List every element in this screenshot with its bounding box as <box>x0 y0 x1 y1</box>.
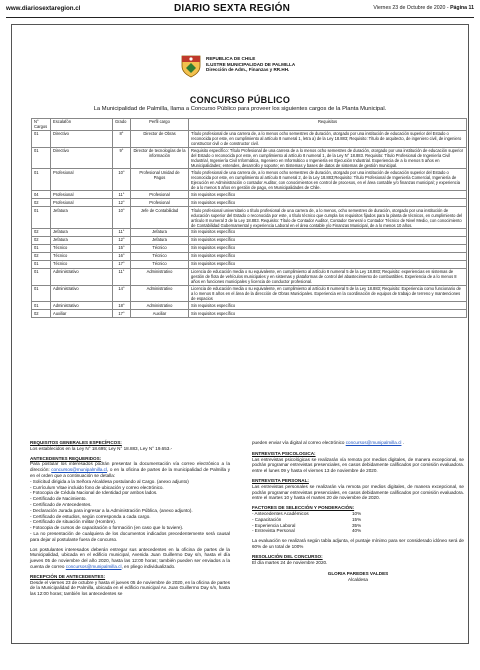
recepcion-text: Desde el viernes 23 de octubre y hasta el jueves 05 de noviembre de 2020, en la oficina de partes de la Municipalidad de Palmilla, ubicada en el edificio municipal Av. Juan Guillermo Day s/n, hasta las 12:00 horas; también los antecedentes se <box>30 579 230 597</box>
email-link[interactable]: concursos@munipalmilla.cl <box>345 440 402 445</box>
cell-perfil: Jefe de Contabilidad <box>131 207 189 229</box>
cell-escalafon: Jefatura <box>51 228 113 236</box>
cell-escalafon: Directivo <box>51 147 113 169</box>
cell-requisitos: Licencia de educación media o su equivalente, en cumplimiento al artículo 8 numeral 5 de la Ley 18.883; Requisito: Experiencia como funcionario de a lo menos 8 años en el área de la dirección de Obras Municipales. Experiencia en la coordinación de equipos de trabajo de terreno y mantenciones de espacios <box>189 285 467 302</box>
cell-grado: 11° <box>113 228 131 236</box>
list-item: - Fotocopia de cursos de capacitación o formación (en caso que lo tuviere). <box>30 525 184 531</box>
cell-requisitos: Sin requisitos específico <box>189 310 467 318</box>
cell-perfil: Administrativo <box>131 285 189 302</box>
list-item: - Currículum Vitae incluido fono de ubicación y correo electrónico. <box>30 484 164 490</box>
cell-grado: 9° <box>113 147 131 169</box>
psicologica-text: Las entrevistas psicológicas se realizarán vía remota por medios digitales, de manera excepcional, se podrán programar entrevistas presenciales, en casos debidamente calificados por comisión evaluadora. entre el lunes 09 y hasta el viernes 13 de noviembre de 2020. <box>252 456 464 474</box>
factor-row <box>252 528 464 534</box>
antecedentes-heading: ANTECEDENTES REQUERIDOS: <box>30 455 102 461</box>
factor-value: 40% <box>352 528 362 534</box>
positions-table <box>31 118 467 318</box>
factores-heading: FACTORES DE SELECCIÓN Y PONDERACIÓN: <box>252 505 355 511</box>
cell-perfil: Técnico <box>131 260 189 268</box>
cell-escalafon: Administrativo <box>51 302 113 310</box>
cell-grado: 12° <box>113 236 131 244</box>
personal-heading: ENTREVISTA PERSONAL: <box>252 477 309 483</box>
table-row <box>32 252 467 260</box>
table-row <box>32 302 467 310</box>
table-row <box>32 147 467 169</box>
list-item: - Certificado de estudios, según corresponda a cada cargo. <box>30 513 151 519</box>
issuer-line-1: REPUBLICA DE CHILE <box>206 56 256 61</box>
list-item: - Certificado de situación militar (Hombre). <box>30 519 117 525</box>
cell-requisitos: Sin requisitos específico <box>189 260 467 268</box>
cell-requisitos: Sin requisitos específico <box>189 236 467 244</box>
masthead <box>6 5 474 18</box>
cell-escalafon: Directivo <box>51 130 113 147</box>
cell-n-cargos: 01 <box>32 302 51 310</box>
cell-n-cargos: 02 <box>32 252 51 260</box>
header-grado: Grado <box>113 119 131 131</box>
header-perfil: Perfil cargo <box>131 119 189 131</box>
cell-escalafon: Jefatura <box>51 236 113 244</box>
postulantes-text: Los postulantes interesados deberán entregar sus antecedentes en la oficina de partes de la Municipalidad, ubicada en el edificio municipal, Avenida Juan Guillermo Day s/n, hasta el día jueves 05 de noviembre del año 2020, hasta las 12:00 horas; también pueden ser enviados a la cuenta de correo concursos@munipalmilla.cl, en pliego individualizado. <box>30 546 230 569</box>
cell-perfil: Profesional <box>131 199 189 207</box>
cell-requisitos: Título profesional de una carrera de, a lo menos ocho semestres de duración, otorgado por una institución de educación superior del Estado o reconocida por este, en cumplimiento al artículo 8 numeral 1, letra a) de la Ley 18.883; Requisito: Título de arquitecto, de ingeniero civil, de ingeniero constructor civil o de constructor civil. <box>189 130 467 147</box>
signer-title: Alcaldesa <box>348 577 368 583</box>
factor-label: - Antecedentes Académicos <box>252 510 309 516</box>
table-row <box>32 228 467 236</box>
left-column <box>30 440 230 597</box>
list-item: - Fotocopia de Cédula Nacional de Identidad por ambos lados. <box>30 490 158 496</box>
psicologica-heading: ENTREVISTA PSICOLOGICA: <box>252 450 316 456</box>
factor-label: - Entrevista Personal <box>252 528 295 534</box>
cell-grado: 10° <box>113 169 131 191</box>
table-row <box>32 285 467 302</box>
cell-requisitos: Sin requisitos específico <box>189 228 467 236</box>
table-row <box>32 236 467 244</box>
cell-requisitos: Sin requisitos específico <box>189 199 467 207</box>
cell-n-cargos: 04 <box>32 191 51 199</box>
cell-perfil: Técnico <box>131 252 189 260</box>
cell-n-cargos: 01 <box>32 260 51 268</box>
cell-n-cargos: 02 <box>32 310 51 318</box>
factores-list <box>252 511 464 534</box>
cell-requisitos: Requisito específico: Título Profesional de una carrera de a lo menos ocho semestres de duración, otorgado por una institución de educación superior del Estado o reconocida por este, en cumplimiento al artículo 8 numeral 1, de la Ley N° 18.883. Requisito: Título Profesional de Ingeniería Civil Industrial, Ingeniería Civil Informática, Ingeniero en Informático o Ingeniería en Ejecución Industrial. Experiencia de a lo menos 5 años en Municipalidades; entendes, desarrollo y soporte; en Sistemas y bases de datos de sistemas de gestión municipal. <box>189 147 467 169</box>
list-item: - Declaración Jurada para ingresar a la Administración Pública, (anexo adjunto). <box>30 507 193 513</box>
recepcion-heading: RECEPCIÓN DE ANTECEDENTES: <box>30 573 106 579</box>
header-n-cargos: N° Cargos <box>32 119 51 131</box>
signer-name: GLORIA PAREDES VALDES <box>327 571 389 577</box>
cell-requisitos: Título profesional de una carrera de, a lo menos ocho semestres de duración, otorgado por una institución de educación superior del Estado o reconocida por este, en cumplimiento al artículo 8 numeral 2, de la Ley 18.883;Requisito: Título Profesional de Ingeniería Comercial, Ingeniería de Ejecución en Administración o contador Auditor, con conocimientos en control de procesos, en el área contable y/o finanzas municipal; y experiencia de a lo menos 5 años en gestión de pago, en Municipalidades de Chile. <box>189 169 467 191</box>
cell-perfil: Director de Obras <box>131 130 189 147</box>
table-row <box>32 268 467 285</box>
newspaper-name: DIARIO SEXTA REGIÓN <box>174 3 291 14</box>
cell-n-cargos: 01 <box>32 207 51 229</box>
table-row <box>32 207 467 229</box>
requirements-list <box>30 479 230 543</box>
personal-text: Las entrevistas personales se realizarán vía remota por medios digitales, de manera excepcional, se podrán programar entrevistas presenciales, en casos debidamente calificados por comisión evaluadora. entre el martes 10 y hasta el martes 20 de noviembre de 2020. <box>252 483 464 501</box>
header-escalafon: Escalafón <box>51 119 113 131</box>
cell-grado: 16° <box>113 252 131 260</box>
antecedentes-intro: Para postular los interesados podrán presentar la documentación vía correo electrónico a la dirección: concursos@munipalmilla.cl, o en la oficina de partes de la municipalidad de Palmilla y en el orden que a continuación se detalla: <box>30 461 230 478</box>
table-row <box>32 260 467 268</box>
cell-perfil: Administrativo <box>131 268 189 285</box>
cell-n-cargos: 01 <box>32 130 51 147</box>
cell-requisitos: Sin requisitos específico <box>189 191 467 199</box>
cell-escalafon: Administrativo <box>51 268 113 285</box>
list-item: - Certificado de Antecedentes. <box>30 501 92 507</box>
factor-label: - Capacitación <box>252 516 282 522</box>
factor-value: 15% <box>352 516 362 522</box>
cell-n-cargos: 02 <box>32 228 51 236</box>
list-item: - Certificado de Nacimiento. <box>30 496 87 502</box>
resolucion-text: El día martes 24 de noviembre 2020. <box>252 559 328 565</box>
cell-perfil: Profesional <box>131 191 189 199</box>
cell-perfil: Profesional Unidad de Pagos <box>131 169 189 191</box>
cell-grado: 18° <box>113 302 131 310</box>
site-url[interactable]: www.diariosextaregion.cl <box>6 5 81 12</box>
factor-value: 35% <box>352 522 362 528</box>
cell-escalafon: Profesional <box>51 169 113 191</box>
table-row <box>32 310 467 318</box>
table-row <box>32 169 467 191</box>
continuation-text: pueden enviar vía digital al correo electrónico concursos@munipalmilla.cl . <box>252 440 405 445</box>
cell-escalafon: Técnico <box>51 260 113 268</box>
table-row <box>32 130 467 147</box>
table-row <box>32 199 467 207</box>
notice-title: CONCURSO PÚBLICO <box>189 95 291 105</box>
table-row <box>32 191 467 199</box>
cell-grado: 17° <box>113 310 131 318</box>
cell-n-cargos: 01 <box>32 169 51 191</box>
issuer-line-3: Dirección de Adm., Finanzas y RR.HH. <box>206 67 290 73</box>
cell-grado: 8° <box>113 130 131 147</box>
table-row <box>32 244 467 252</box>
cell-perfil: Jefatura <box>131 228 189 236</box>
cell-requisitos: Sin requisitos específico <box>189 252 467 260</box>
factor-value: 10% <box>352 510 362 516</box>
header-requisitos: Requisitos <box>189 119 467 131</box>
issuer-block <box>206 56 295 73</box>
cell-perfil: Auxiliar <box>131 310 189 318</box>
cell-escalafon: Jefatura <box>51 207 113 229</box>
signature-block <box>252 571 464 583</box>
cell-requisitos: Título profesional universitario o título profesional de una carrera de, a lo menos, ocho semestres de duración, otorgado por una institución de educación superior del Estado o reconocida por este, o título técnico que cumpla los requisitos fijados para la planta de técnicos, en cumplimiento del artículo 8 numeral 3 de la Ley 18.883. Requisito: Título de Contador Auditor, Contador General o Contador Técnico de Nivel Medio, con conocimiento de Contabilidad Gubernamental y experiencia Laboral en el área contable y/o Finanzas Municipal, de a lo menos 10 años. <box>189 207 467 229</box>
cell-escalafon: Profesional <box>51 199 113 207</box>
cell-n-cargos: 01 <box>32 268 51 285</box>
cell-escalafon: Auxiliar <box>51 310 113 318</box>
list-item: - Solicitud dirigida a la Señora Alcaldesa postulando al Cargo. (anexo adjunto) <box>30 478 189 484</box>
cell-escalafon: Profesional <box>51 191 113 199</box>
cell-n-cargos: 02 <box>32 199 51 207</box>
cell-grado: 12° <box>113 199 131 207</box>
email-link[interactable]: concursos@munipalmilla.cl <box>65 563 122 569</box>
cell-n-cargos: 01 <box>32 147 51 169</box>
cell-grado: 10° <box>113 207 131 229</box>
generales-text: Los establecidos en la Ley N° 18.695; Ley N° 18.883, Ley N° 19.653.- <box>30 445 173 451</box>
cell-escalafon: Técnico <box>51 252 113 260</box>
factor-label: - Experiencia Laboral <box>252 522 296 528</box>
cell-grado: 11° <box>113 191 131 199</box>
cell-requisitos: Licencia de educación media o su equivalente, en cumplimiento al artículo 8 numeral 5 de la Ley 18.883; Requisito: experiencias en sistemas de gestión de flota de vehículos municipales y en sistemas y plataformas de control del abastecimiento de combustibles. Experiencia de a lo menos 8 años en funciones municipales y licencia de conductor profesional. <box>189 268 467 285</box>
resolucion-heading: RESOLUCIÓN DEL CONCURSO: <box>252 553 323 559</box>
notice-subtitle: La Municipalidad de Palmilla, llama a Concurso Público para proveer los siguientes cargos de la Planta Municipal. <box>93 106 387 112</box>
cell-n-cargos: 01 <box>32 244 51 252</box>
cell-perfil: Jefatura <box>131 236 189 244</box>
table-header-row <box>32 119 467 131</box>
issuer-line-2: ILUSTRE MUNICIPALIDAD DE PALMILLA <box>206 61 296 67</box>
issue-date: Viernes 23 de Octubre de 2020 - Página 11 <box>373 5 474 11</box>
list-item: - La no presentación de cualquiera de los documentos indicados precedentemente será causal para dejar al postulante fuera de concurso. <box>30 530 230 542</box>
cell-n-cargos: 01 <box>32 285 51 302</box>
cell-perfil: Administrativo <box>131 302 189 310</box>
right-column <box>252 440 464 583</box>
cell-grado: 17° <box>113 260 131 268</box>
cell-escalafon: Técnico <box>51 244 113 252</box>
cell-requisitos: Sin requisitos específico <box>189 302 467 310</box>
cell-n-cargos: 02 <box>32 236 51 244</box>
cell-grado: 11° <box>113 268 131 285</box>
generales-heading: REQUISITOS GENERALES ESPECÍFICOS: <box>30 440 122 445</box>
cell-perfil: Técnico <box>131 244 189 252</box>
cell-grado: 15° <box>113 244 131 252</box>
municipal-crest-icon <box>180 54 202 78</box>
cell-grado: 14° <box>113 285 131 302</box>
cell-requisitos: Sin requisitos específico <box>189 244 467 252</box>
evaluacion-text: La evaluación se realizará según tabla adjunta, el puntaje mínimo para ser considerado idóneo será de 60% de un total de 100% <box>252 538 464 549</box>
cell-escalafon: Administrativo <box>51 285 113 302</box>
email-link[interactable]: concursos@munipalmilla.cl <box>51 467 107 473</box>
cell-perfil: Director de tecnologías de la información <box>131 147 189 169</box>
